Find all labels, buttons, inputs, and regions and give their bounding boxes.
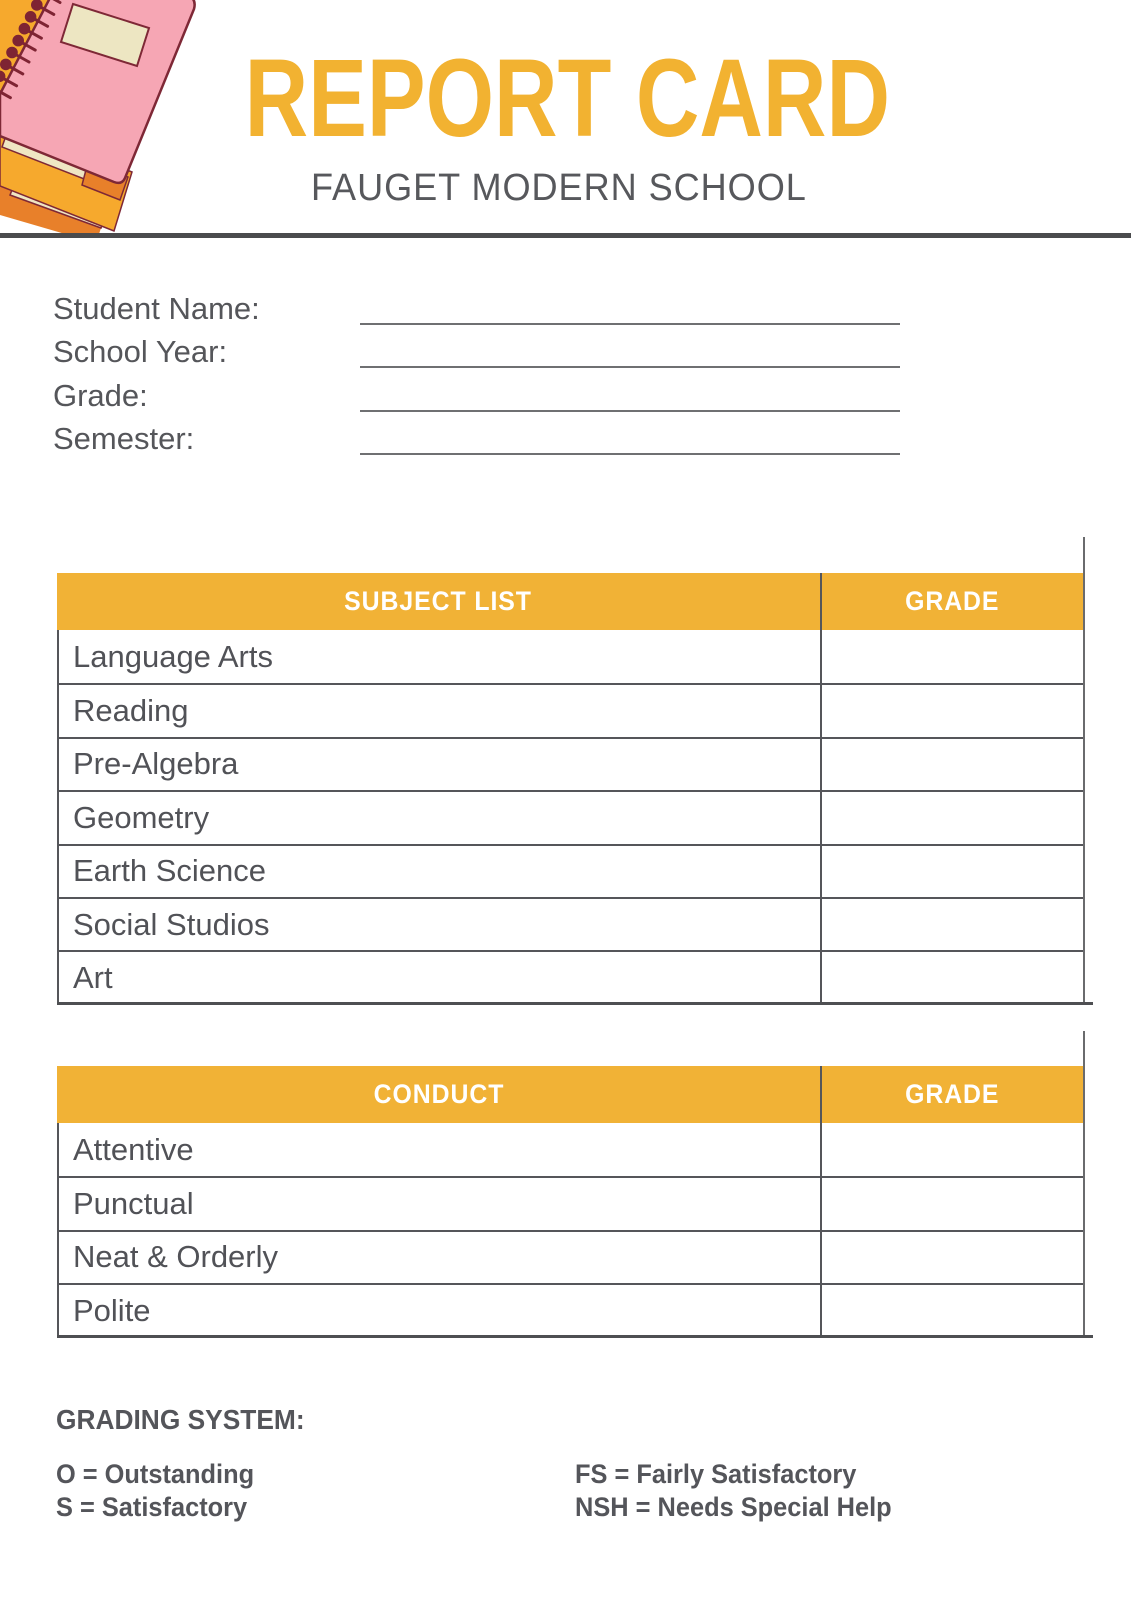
page-title [0,37,1131,160]
conduct-header-text: CONDUCT [373,1079,504,1109]
subject-cell: Language Arts [73,638,273,674]
conduct-table-bottom-border [57,1335,1093,1338]
conduct-table [57,1066,1085,1337]
subject-table-column-divider [820,573,822,1004]
table-row [59,844,1085,897]
subject-table [57,573,1085,1004]
field-row-semester [53,418,900,462]
subject-list-header-cell [57,573,820,630]
semester-input-line[interactable] [360,453,900,455]
grade-cell[interactable] [820,685,1085,736]
conduct-table-header [57,1066,1085,1123]
conduct-header-cell [57,1066,820,1123]
legend-item [56,1458,575,1491]
grade-cell[interactable] [820,1285,1085,1336]
subject-cell: Earth Science [73,853,266,889]
legend-item [56,1491,575,1524]
table-row [59,737,1085,790]
grade-cell[interactable] [820,1123,1085,1176]
legend-item-text: NSH = Needs Special Help [575,1491,892,1522]
school-name-text: FAUGET MODERN SCHOOL [311,167,807,209]
legend-item-text: FS = Fairly Satisfactory [575,1459,857,1489]
subject-table-body [57,630,1085,1004]
student-name-input-line[interactable] [360,323,900,325]
legend-item [575,1491,912,1524]
subject-table-header [57,573,1085,630]
student-info-section [53,287,900,461]
field-row-grade [53,374,900,418]
legend-item [575,1458,912,1491]
conduct-table-right-border [1083,1031,1085,1337]
table-row [59,950,1085,1003]
subject-grade-header-cell [820,573,1085,630]
conduct-grade-header-cell [820,1066,1085,1123]
grading-system-right-column [575,1458,912,1523]
table-row [59,1230,1085,1283]
semester-label: Semester: [53,421,195,457]
grade-cell[interactable] [820,952,1085,1003]
subject-grade-header-text: GRADE [905,586,1000,616]
table-row [59,630,1085,683]
table-row [59,897,1085,950]
conduct-table-body [57,1123,1085,1337]
grade-input-line[interactable] [360,410,900,412]
conduct-grade-header-text: GRADE [905,1079,1000,1109]
header-divider [0,233,1131,238]
field-row-student-name [53,287,900,331]
conduct-cell: Polite [73,1292,151,1328]
grading-system-left-column [56,1458,575,1523]
field-row-school-year [53,331,900,375]
conduct-table-column-divider [820,1066,822,1337]
conduct-cell: Neat & Orderly [73,1239,279,1275]
grade-label: Grade: [53,377,148,413]
subject-cell: Geometry [73,799,210,835]
grading-system-columns [56,1458,1076,1523]
table-row [59,790,1085,843]
table-row [59,1123,1085,1176]
grading-system-section [56,1406,1076,1523]
legend-item-text: S = Satisfactory [56,1491,248,1522]
grade-cell[interactable] [820,792,1085,843]
subject-cell: Reading [73,693,189,729]
school-year-input-line[interactable] [360,366,900,368]
subject-table-right-border [1083,537,1085,1004]
conduct-cell: Punctual [73,1186,194,1222]
conduct-cell: Attentive [73,1131,194,1167]
subject-table-bottom-border [57,1002,1093,1005]
grade-cell[interactable] [820,1232,1085,1283]
grading-system-heading-text: GRADING SYSTEM: [56,1404,305,1435]
subject-cell: Social Studios [73,906,270,942]
grade-cell[interactable] [820,630,1085,683]
subject-list-header-text: SUBJECT LIST [344,586,533,616]
table-row [59,683,1085,736]
grade-cell[interactable] [820,899,1085,950]
school-year-label: School Year: [53,334,228,370]
page-title-text: REPORT CARD [244,37,890,160]
grade-cell[interactable] [820,1178,1085,1229]
table-row [59,1283,1085,1336]
grading-system-heading [56,1406,1076,1434]
student-name-label: Student Name: [53,290,260,326]
subject-cell: Pre-Algebra [73,746,239,782]
legend-item-text: O = Outstanding [56,1459,255,1489]
grade-cell[interactable] [820,846,1085,897]
subject-cell: Art [73,960,113,996]
school-name [0,169,1118,207]
table-row [59,1176,1085,1229]
grade-cell[interactable] [820,739,1085,790]
